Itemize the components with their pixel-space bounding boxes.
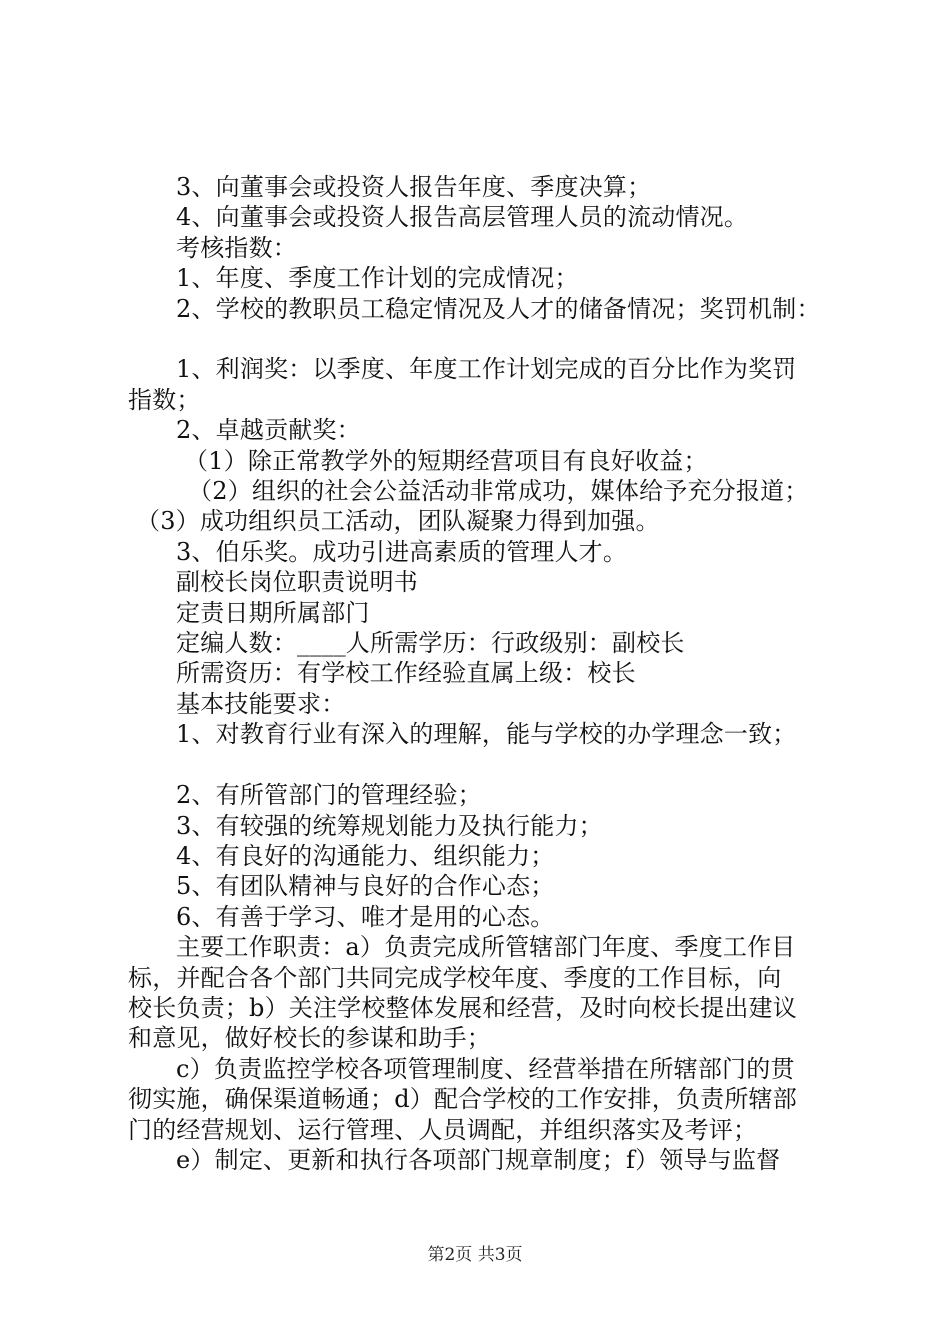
text-line: （3）成功组织员工活动，团队凝聚力得到加强。 bbox=[136, 507, 660, 536]
text-line: 3、向董事会或投资人报告年度、季度决算； bbox=[176, 173, 652, 201]
text-line: 4、有良好的沟通能力、组织能力； bbox=[176, 841, 555, 870]
blank-line bbox=[128, 750, 838, 780]
text-line: 3、伯乐奖。成功引进高素质的管理人才。 bbox=[176, 537, 628, 566]
text-line: c）负责监控学校各项管理制度、经营举措在所辖部门的贯 bbox=[176, 1054, 795, 1083]
text-line: 1、利润奖：以季度、年度工作计划完成的百分比作为奖罚 bbox=[176, 355, 797, 384]
text-line: 所需资历：有学校工作经验直属上级：校长 bbox=[176, 659, 636, 688]
text-line: 定编人数：____人所需学历：行政级别：副校长 bbox=[176, 629, 685, 658]
text-line: （2）组织的社会公益活动非常成功，媒体给予充分报道； bbox=[188, 477, 809, 506]
text-line: 定责日期所属部门 bbox=[176, 598, 370, 627]
text-line: 副校长岗位职责说明书 bbox=[176, 568, 418, 597]
text-line: 2、学校的教职员工稳定情况及人才的储备情况；奖罚机制： bbox=[176, 294, 821, 323]
text-line: 5、有团队精神与良好的合作心态； bbox=[176, 872, 555, 901]
text-line: 基本技能要求： bbox=[176, 689, 346, 718]
text-line: 门的经营规划、运行管理、人员调配，并组织落实及考评； bbox=[128, 1115, 758, 1144]
text-line: 1、对教育行业有深入的理解，能与学校的办学理念一致； bbox=[176, 720, 797, 749]
text-line: 1、年度、季度工作计划的完成情况； bbox=[176, 264, 579, 293]
text-line: 彻实施，确保渠道畅通；d）配合学校的工作安排，负责所辖部 bbox=[128, 1085, 797, 1114]
text-line: 2、有所管部门的管理经验； bbox=[176, 781, 482, 810]
text-line: 3、有较强的统筹规划能力及执行能力； bbox=[176, 811, 603, 840]
text-line: 主要工作职责：a）负责完成所管辖部门年度、季度工作目 bbox=[176, 933, 796, 962]
text-line: 和意见，做好校长的参谋和助手； bbox=[128, 1024, 491, 1053]
text-line: （1）除正常教学外的短期经营项目有良好收益； bbox=[184, 446, 708, 475]
text-line: 标，并配合各个部门共同完成学校年度、季度的工作目标，向 bbox=[128, 963, 782, 992]
blank-line bbox=[128, 324, 838, 354]
document-body bbox=[128, 172, 838, 1175]
text-line: 6、有善于学习、唯才是用的心态。 bbox=[176, 902, 555, 931]
text-line: 考核指数： bbox=[176, 233, 297, 262]
text-line: 校长负责；b）关注学校整体发展和经营，及时向校长提出建议 bbox=[128, 993, 797, 1022]
text-line: 4、向董事会或投资人报告高层管理人员的流动情况。 bbox=[176, 203, 749, 232]
page-footer: 第2页 共3页 bbox=[427, 1245, 523, 1265]
text-line: 指数； bbox=[128, 385, 201, 414]
text-line: 2、卓越贡献奖： bbox=[176, 416, 361, 445]
text-line: e）制定、更新和执行各项部门规章制度；f）领导与监督 bbox=[176, 1145, 781, 1174]
